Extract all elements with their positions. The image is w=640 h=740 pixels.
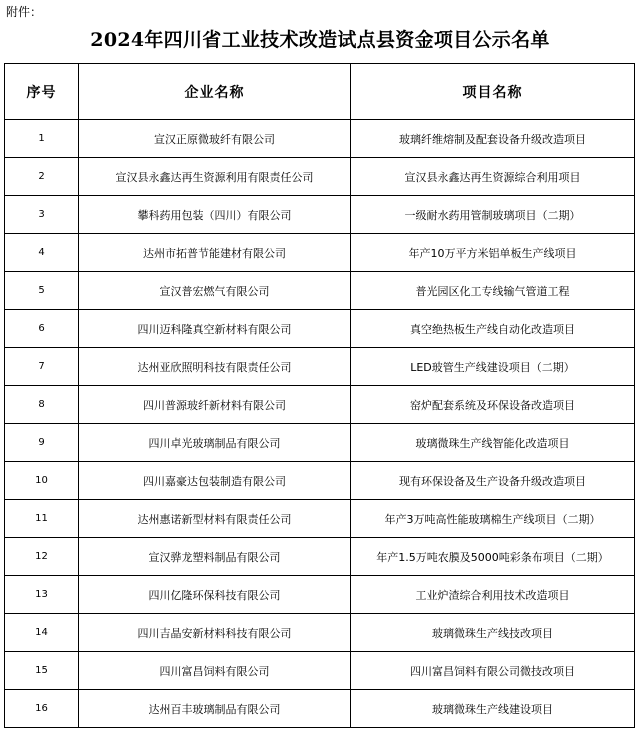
row-number-cell: 2 [5, 158, 79, 196]
row-number-cell: 12 [5, 538, 79, 576]
company-name-cell: 宣汉普宏燃气有限公司 [79, 272, 351, 310]
project-name-cell: 一级耐水药用管制玻璃项目（二期） [351, 196, 635, 234]
table-row [5, 272, 635, 310]
company-name-cell: 四川嘉豪达包装制造有限公司 [79, 462, 351, 500]
project-name-cell: 宣汉县永鑫达再生资源综合利用项目 [351, 158, 635, 196]
table-row [5, 462, 635, 500]
project-list-table [4, 63, 635, 728]
column-header-no: 序号 [5, 64, 79, 120]
column-header-company: 企业名称 [79, 64, 351, 120]
table-row [5, 120, 635, 158]
table-row [5, 652, 635, 690]
company-name-cell: 四川吉晶安新材料科技有限公司 [79, 614, 351, 652]
project-name-cell: LED玻管生产线建设项目（二期） [351, 348, 635, 386]
company-name-cell: 宣汉县永鑫达再生资源利用有限责任公司 [79, 158, 351, 196]
table-row [5, 386, 635, 424]
project-name-cell: 年产1.5万吨农膜及5000吨彩条布项目（二期） [351, 538, 635, 576]
table-header-row [5, 64, 635, 120]
row-number-cell: 3 [5, 196, 79, 234]
company-name-cell: 宣汉骅龙塑料制品有限公司 [79, 538, 351, 576]
company-name-cell: 四川亿隆环保科技有限公司 [79, 576, 351, 614]
row-number-cell: 6 [5, 310, 79, 348]
row-number-cell: 9 [5, 424, 79, 462]
table-row [5, 614, 635, 652]
project-name-cell: 玻璃微珠生产线技改项目 [351, 614, 635, 652]
table-row [5, 158, 635, 196]
row-number-cell: 14 [5, 614, 79, 652]
company-name-cell: 达州亚欣照明科技有限责任公司 [79, 348, 351, 386]
row-number-cell: 11 [5, 500, 79, 538]
table-row [5, 348, 635, 386]
project-name-cell: 普光园区化工专线输气管道工程 [351, 272, 635, 310]
row-number-cell: 4 [5, 234, 79, 272]
project-name-cell: 玻璃微珠生产线智能化改造项目 [351, 424, 635, 462]
project-name-cell: 玻璃微珠生产线建设项目 [351, 690, 635, 728]
company-name-cell: 四川富昌饲料有限公司 [79, 652, 351, 690]
attachment-label: 附件： [6, 5, 43, 19]
table-row [5, 576, 635, 614]
row-number-cell: 7 [5, 348, 79, 386]
company-name-cell: 达州百丰玻璃制品有限公司 [79, 690, 351, 728]
project-name-cell: 年产10万平方米铝单板生产线项目 [351, 234, 635, 272]
company-name-cell: 四川迈科隆真空新材料有限公司 [79, 310, 351, 348]
table-row [5, 500, 635, 538]
column-header-project: 项目名称 [351, 64, 635, 120]
project-name-cell: 现有环保设备及生产设备升级改造项目 [351, 462, 635, 500]
company-name-cell: 攀科药用包装（四川）有限公司 [79, 196, 351, 234]
table-row [5, 538, 635, 576]
row-number-cell: 13 [5, 576, 79, 614]
company-name-cell: 四川普源玻纤新材料有限公司 [79, 386, 351, 424]
row-number-cell: 15 [5, 652, 79, 690]
table-row [5, 310, 635, 348]
row-number-cell: 16 [5, 690, 79, 728]
table-row [5, 196, 635, 234]
company-name-cell: 达州惠诺新型材料有限责任公司 [79, 500, 351, 538]
company-name-cell: 宣汉正原微玻纤有限公司 [79, 120, 351, 158]
row-number-cell: 10 [5, 462, 79, 500]
company-name-cell: 达州市拓普节能建材有限公司 [79, 234, 351, 272]
project-name-cell: 四川富昌饲料有限公司微技改项目 [351, 652, 635, 690]
row-number-cell: 8 [5, 386, 79, 424]
page-title: 2024年四川省工业技术改造试点县资金项目公示名单 [90, 29, 550, 51]
project-name-cell: 窑炉配套系统及环保设备改造项目 [351, 386, 635, 424]
project-name-cell: 工业炉渣综合利用技术改造项目 [351, 576, 635, 614]
table-row [5, 424, 635, 462]
row-number-cell: 1 [5, 120, 79, 158]
project-name-cell: 年产3万吨高性能玻璃棉生产线项目（二期） [351, 500, 635, 538]
table-row [5, 234, 635, 272]
project-name-cell: 真空绝热板生产线自动化改造项目 [351, 310, 635, 348]
row-number-cell: 5 [5, 272, 79, 310]
project-name-cell: 玻璃纤维熔制及配套设备升级改造项目 [351, 120, 635, 158]
company-name-cell: 四川卓光玻璃制品有限公司 [79, 424, 351, 462]
table-row [5, 690, 635, 728]
